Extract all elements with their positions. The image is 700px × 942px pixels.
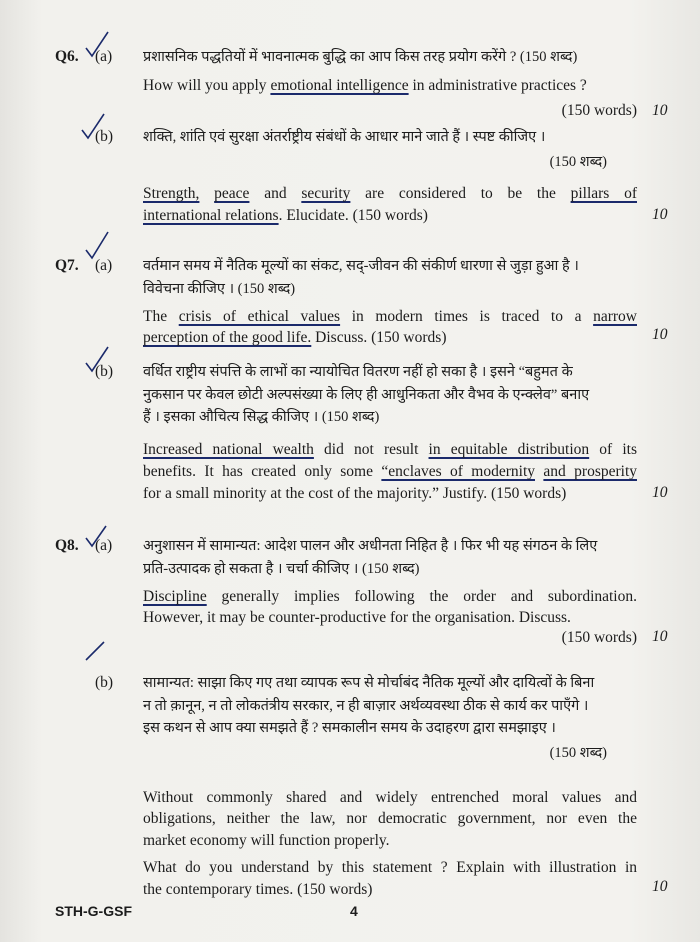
- hindi-text: वर्तमान समय में नैतिक मूल्यों का संकट, सद्-जीवन की संकीर्ण धारणा से जुड़ा हुआ है ।: [143, 258, 579, 274]
- checkmark-icon: [84, 345, 110, 375]
- english-text: The crisis of ethical values in modern times is traced to a narrow: [143, 308, 637, 325]
- marks: 10: [652, 102, 668, 119]
- hindi-text: प्रशासनिक पद्धतियों में भावनात्मक बुद्धि का आप किस तरह प्रयोग करेंगे ? (150 शब्द): [143, 49, 578, 65]
- english-text: benefits. It has created only some “enclaves of modernity and prosperity: [143, 463, 637, 480]
- hindi-text: इस कथन से आप क्या समझते हैं ? समकालीन समय के उदाहरण द्वारा समझाइए ।: [143, 720, 556, 736]
- english-text: Without commonly shared and widely entrenched moral values and: [143, 789, 637, 806]
- paper-code: STH-G-GSF: [55, 903, 132, 919]
- hindi-text: नुकसान पर केवल छोटी अल्पसंख्या के लिए ही आधुनिकता और वैभव के एन्क्लेव” बनाए: [143, 387, 590, 403]
- question-number: Q6.: [55, 48, 79, 65]
- marks: 10: [652, 484, 668, 501]
- hindi-text: शक्ति, शांति एवं सुरक्षा अंतर्राष्ट्रीय संबंधों के आधार माने जाते हैं । स्पष्ट कीजिए ।: [143, 129, 546, 145]
- hindi-text: अनुशासन में सामान्यत: आदेश पालन और अधीनता निहित है । फिर भी यह संगठन के लिए: [143, 538, 598, 554]
- hindi-text: हैं । इसका औचित्य सिद्ध कीजिए । (150 शब्द): [143, 409, 380, 425]
- marks: 10: [652, 326, 668, 343]
- hindi-text: सामान्यत: साझा किए गए तथा व्यापक रूप से मोर्चाबंद नैतिक मूल्यों और दायित्वों के बिना: [143, 675, 595, 691]
- english-text: the contemporary times. (150 words): [143, 881, 373, 898]
- part-label: (b): [95, 128, 114, 145]
- hindi-text: प्रति-उत्पादक हो सकता है । चर्चा कीजिए । (150 शब्द): [143, 561, 420, 577]
- english-text: obligations, neither the law, nor democratic government, nor even the: [143, 810, 637, 827]
- word-limit: (150 words): [561, 629, 637, 646]
- english-text: Discipline generally implies following the order and subordination.: [143, 588, 637, 605]
- word-limit: (150 शब्द): [549, 745, 607, 761]
- hindi-text: वर्धित राष्ट्रीय संपत्ति के लाभों का न्यायोचित वितरण नहीं हो सका है । इसने “बहुमत के: [143, 364, 573, 380]
- hindi-text: न तो क़ानून, न तो लोकतंत्रीय सरकार, न ही बाज़ार अर्थव्यवस्था ठीक से कार्य कर पाएँगे ।: [143, 698, 589, 714]
- marks: 10: [652, 878, 668, 895]
- marks: 10: [652, 628, 668, 645]
- english-text: for a small minority at the cost of the majority.” Justify. (150 words): [143, 485, 567, 502]
- marks: 10: [652, 206, 668, 223]
- checkmark-icon: [84, 636, 110, 666]
- hindi-text: विवेचना कीजिए । (150 शब्द): [143, 281, 296, 297]
- english-text: market economy will function properly.: [143, 832, 390, 849]
- checkmark-icon: [80, 112, 106, 142]
- english-text: Increased national wealth did not result in equitable distribution of its: [143, 441, 637, 458]
- checkmark-icon: [84, 230, 110, 260]
- part-label: (a): [95, 48, 113, 65]
- checkmark-icon: [84, 522, 110, 552]
- english-text: What do you understand by this statement ? Explain with illustration in: [143, 859, 637, 876]
- english-text: Strength, peace and security are considered to be the pillars of: [143, 185, 637, 202]
- question-number: Q8.: [55, 537, 79, 554]
- part-label: (a): [95, 537, 113, 554]
- checkmark-icon: [84, 30, 110, 60]
- page-number: 4: [350, 903, 358, 919]
- word-limit: (150 शब्द): [549, 154, 607, 170]
- part-label: (b): [95, 363, 114, 380]
- word-limit: (150 words): [561, 102, 637, 119]
- part-label: (b): [95, 674, 114, 691]
- english-text: international relations. Elucidate. (150 words): [143, 207, 428, 224]
- english-text: perception of the good life. Discuss. (150 words): [143, 329, 447, 346]
- part-label: (a): [95, 257, 113, 274]
- question-number: Q7.: [55, 257, 79, 274]
- english-text: However, it may be counter-productive for the organisation. Discuss.: [143, 609, 571, 626]
- english-text: How will you apply emotional intelligence in administrative practices ?: [143, 77, 587, 94]
